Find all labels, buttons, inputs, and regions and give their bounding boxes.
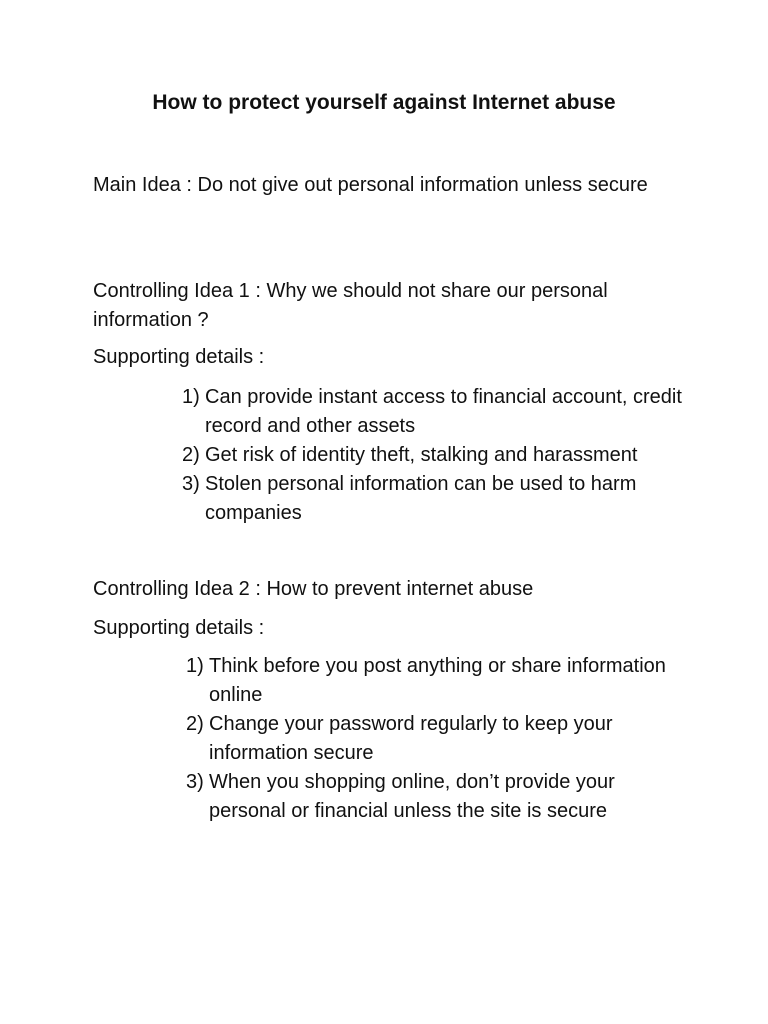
list-item-text: Can provide instant access to financial account, credit record and other assets [205,386,682,437]
list-item-text: When you shopping online, don’t provide your personal or financial unless the site is secure [209,771,615,822]
list-item-number: 1) [186,655,204,677]
controlling-idea-1: Controlling Idea 1 : Why we should not share our personal information ? [93,280,608,331]
list-item-number: 2) [186,713,204,735]
list-item-text: Think before you post anything or share information online [209,655,666,706]
supporting-details-label-2: Supporting details : [93,617,265,639]
list-item-number: 3) [186,771,204,793]
list-item [186,768,666,826]
list-item-text: Get risk of identity theft, stalking and harassment [205,444,638,466]
list-item-number: 2) [182,444,200,466]
supporting-details-list-2 [186,652,666,826]
supporting-details-list-1 [182,383,682,528]
list-item-text: Stolen personal information can be used to harm companies [205,473,637,524]
supporting-details-label-1: Supporting details : [93,346,265,368]
list-item [186,652,666,710]
controlling-idea-2: Controlling Idea 2 : How to prevent internet abuse [93,578,534,600]
list-item [182,441,682,470]
list-item [182,383,682,441]
list-item-number: 1) [182,386,200,408]
list-item [186,710,666,768]
main-idea: Main Idea : Do not give out personal information unless secure [93,174,648,196]
list-item [182,470,682,528]
list-item-text: Change your password regularly to keep your information secure [209,713,613,764]
list-item-number: 3) [182,473,200,495]
document-title: How to protect yourself against Internet abuse [152,91,616,114]
